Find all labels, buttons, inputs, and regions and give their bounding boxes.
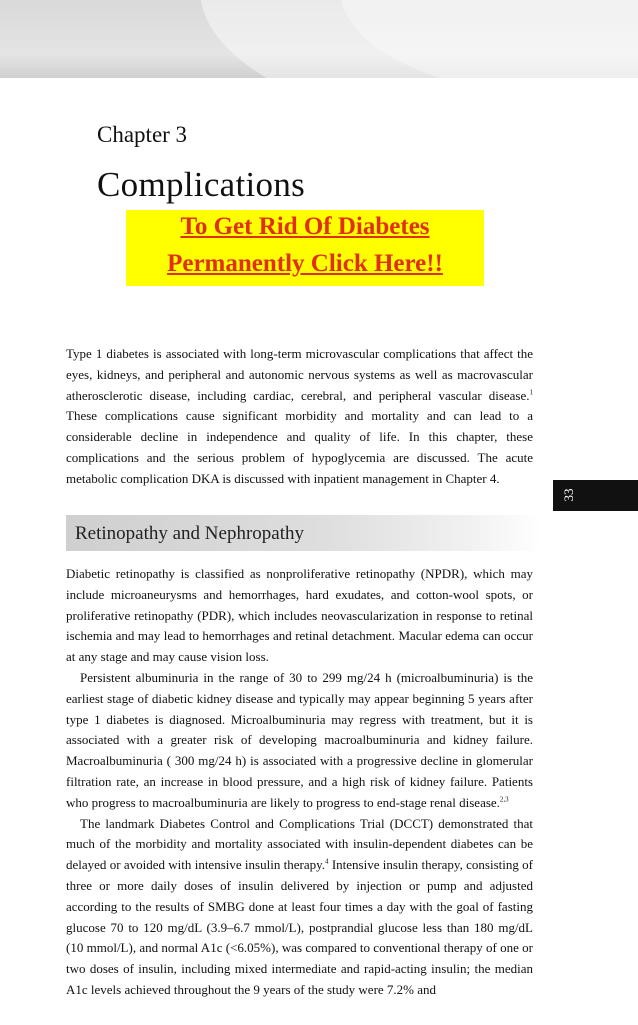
page-number: 33 — [561, 488, 576, 502]
intro-paragraph — [66, 344, 533, 490]
citation-1: 1 — [529, 388, 533, 397]
dcct-text-1: The landmark Diabetes Control and Complications Trial (DCCT) demonstrated that much of the morbidity and mortality associated with insulin-dependent diabetes can be delayed or avoided with intensive insulin therapy. — [66, 815, 533, 873]
intro-text-1: Type 1 diabetes is associated with long-term microvascular complications that affect the eyes, kidneys, and peripheral and autonomic nervous systems as well as macrovascular atherosclerotic disease, including cardiac, cerebral, and peripheral vascular disease. — [66, 346, 533, 403]
promo-link-line-2[interactable]: Permanently Click Here!! — [167, 250, 443, 277]
chapter-title: Complications — [97, 165, 306, 204]
citation-4: 4 — [325, 857, 329, 866]
promo-link-line-1[interactable]: To Get Rid Of Diabetes — [180, 213, 430, 240]
intro-text-2: These complications cause significant morbidity and mortality and can lead to a considerable decline in independence and quality of life. In this chapter, these complications and the serious problem of hypoglycemia are discussed. The acute metabolic complication DKA is discussed with inpatient management in Chapter 4. — [66, 408, 533, 486]
paragraph-retinopathy: Diabetic retinopathy is classified as nonproliferative retinopathy (NPDR), which may include microaneurysms and hemorrhages, hard exudates, and cotton-wool spots, or proliferative retinopathy (PDR), which includes neovascularization in response to retinal ischemia and may lead to hemorrhages and retinal detachment. Macular edema can occur at any stage and may cause vision loss. — [66, 566, 533, 665]
section-title: Retinopathy and Nephropathy — [75, 523, 305, 544]
albuminuria-text: Persistent albuminuria in the range of 30 to 299 mg/24 h (microalbuminuria) is the earliest stage of diabetic kidney disease and typically may appear beginning 5 years after type 1 diabetes is diagnosed. Microalbuminuria may regress with treatment, but it is associated with a greater risk of developing macroalbuminuria and kidney failure. Macroalbuminuria ( 300 mg/24 h) is associated with a progressive decline in glomerular filtration rate, an increase in blood pressure, and a high risk of kidney failure. Patients who progress to macroalbuminuria are likely to progress to end-stage renal disease. — [66, 669, 533, 810]
promo-link-box[interactable] — [126, 210, 484, 286]
dcct-text-2: Intensive insulin therapy, consisting of three or more daily doses of insulin delivered by injection or pump and adjusted according to the results of SMBG done at least four times a day with the goal of fasting glucose 70 to 120 mg/dL (3.9–6.7 mmol/L), postprandial glucose less than 180 mg/dL (10 mmol/L), and normal A1c (<6.05%), was compared to conventional therapy of one or two doses of insulin, including mixed intermediate and rapid-acting insulin; the median A1c levels achieved throughout the 9 years of the study were 7.2% and — [66, 857, 533, 997]
section-body — [66, 564, 533, 1001]
paragraph-dcct — [66, 814, 533, 1001]
page-number-tab — [553, 480, 638, 511]
paragraph-albuminuria — [66, 668, 533, 814]
citation-2-3: 2,3 — [499, 795, 509, 804]
section-header — [66, 515, 541, 551]
header-band — [0, 0, 638, 78]
chapter-label: Chapter 3 — [97, 122, 188, 147]
